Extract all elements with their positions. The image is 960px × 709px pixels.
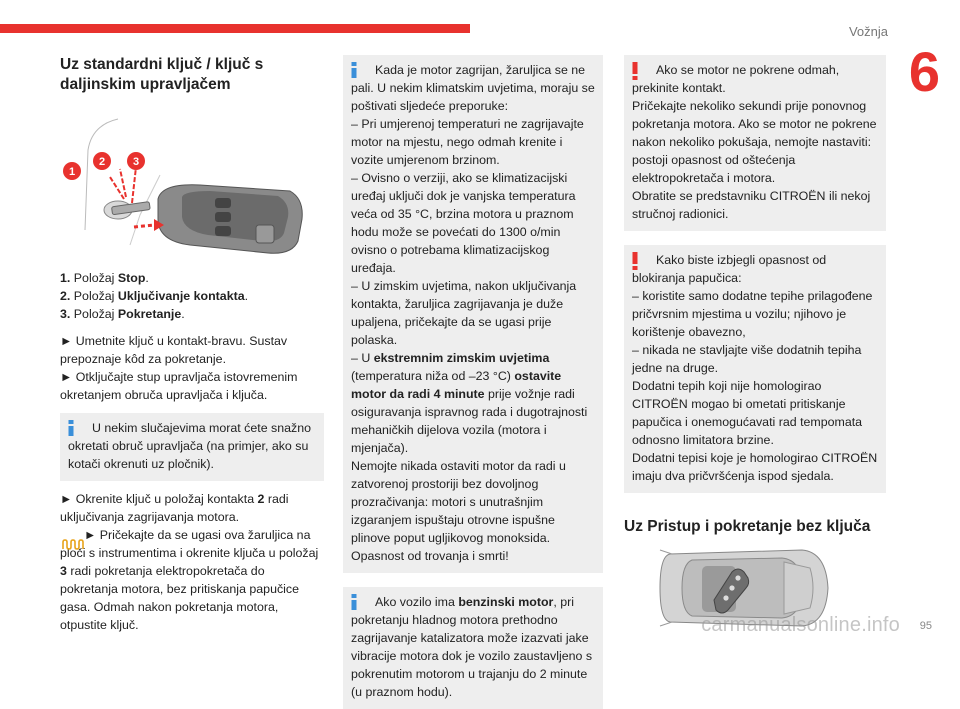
watermark: carmanualsonline.info bbox=[701, 614, 900, 636]
column-3 bbox=[624, 55, 886, 635]
step-start-engine: ► Pričekajte da se ugasi ova žaruljica na ploči s instrumentima i okrenite ključa u položaj 3 radi pokretanja elektropokretača do pokretanja motora, bez pritiskanja papučice gasa. Odmah nakon pokretanja motora, otpustite ključ. bbox=[60, 528, 319, 632]
step-unlock-steering: ► Otključajte stup upravljača istovremenim okretanjem obruča upravljača i ključa. bbox=[60, 370, 298, 402]
list-item: 3. Položaj Pokretanje. bbox=[60, 307, 185, 321]
top-accent-bar bbox=[0, 24, 470, 33]
warning-icon bbox=[632, 252, 638, 275]
step-insert-key: ► Umetnite ključ u kontakt-bravu. Sustav prepoznaje kôd za pokretanje. bbox=[60, 334, 288, 366]
preheating-coil-icon bbox=[62, 538, 84, 556]
page-number: 95 bbox=[919, 620, 932, 632]
info-icon bbox=[68, 420, 74, 441]
column-1 bbox=[60, 55, 324, 634]
info-icon bbox=[351, 594, 357, 615]
heading-standard-key: Uz standardni ključ / ključ s daljinskim upravljačem bbox=[60, 56, 264, 93]
warning-box-floor-mats: Kako biste izbjegli opasnost od blokiranja papučica: – koristite samo dodatne tepihe prilagođene pričvrsnim mjestima u vozilu; njihovo je korištenje obavezno, – nikada ne stavljajte više dodatnih tepiha jedne na druge. Dodatni tepih koji nije homologirao CITROËN mogao bi ometati pritiskanje papučica i onemogućavati rad tempomata odnosno limitatora brzine. Dodatni tepisi koje je homologirao CITROËN imaju dva pričvršćenja ispod sjedala. bbox=[624, 245, 886, 493]
info-icon bbox=[351, 62, 357, 83]
list-item: 1. Položaj Stop. bbox=[60, 271, 149, 285]
list-item: 2. Položaj Uključivanje kontakta. bbox=[60, 289, 249, 303]
chapter-number: 6 bbox=[908, 40, 940, 103]
remote-key-fob-icon bbox=[158, 185, 302, 253]
heading-keyless: Uz Pristup i pokretanje bez ključa bbox=[624, 518, 871, 535]
info-box-steering: U nekim slučajevima morat ćete snažno okretati obruč upravljača (na primjer, ako su kotači okrenuti uz pločnik). bbox=[60, 413, 324, 481]
info-box-petrol-engine: Ako vozilo ima benzinski motor, pri pokretanju hladnog motora prethodno zagrijavanje katalizatora može izazvati jake vibracije motora dok je vozilo zaustavljeno s pokrenutim motorom u trajanju do 2 minute (u praznom hodu). bbox=[343, 587, 603, 709]
callout-1: 1 bbox=[68, 166, 76, 178]
section-title: Vožnja bbox=[848, 24, 888, 39]
info-box-warm-engine: Kada je motor zagrijan, žaruljica se ne pali. U nekim klimatskim uvjetima, moraju se poštivati sljedeće preporuke: – Pri umjerenoj temperaturi ne zagrijavajte motor na mjestu, nego odmah krenite i vozite umjerenom brzinom. – Ovisno o verziji, ako se klimatizacijski uređaj uključi dok je vanjska temperatura veća od 35 °C, brzina motora u praznom hodu može se povećati do 1300 o/min ovisno o potrebama klimatizacijskog uređaja. – U zimskim uvjetima, nakon uključivanja kontakta, žaruljica zagrijavanja je duže upaljena, pričekajte da se ugasi prije polaska. – U ekstremnim zimskim uvjetima (temperatura niža od –23 °C) ostavite motor da radi 4 minute prije vožnje radi osiguravanja ispravnog rada i dugotrajnosti mehaničkih dijelova vozila (motora i mjenjača). Nemojte nikada ostaviti motor da radi u zatvorenoj prostoriji bez dovoljnog prozračivanja: motori s unutrašnjim izgaranjem ispuštaju otrovne ispušne plinove poput ugljikovog monoksida. Opasnost od trovanja i smrti! bbox=[343, 55, 603, 573]
warning-box-engine-start: Ako se motor ne pokrene odmah, prekinite kontakt. Pričekajte nekoliko sekundi prije ponovnog pokretanja motora. Ako se motor ne pokrene nakon nekoliko pokušaja, nemojte nastaviti: postoji opasnost od oštećenja elektropokretača i motora. Obratite se predstavniku CITROËN ili nekoj stručnoj radionici. bbox=[624, 55, 886, 231]
callout-2: 2 bbox=[98, 156, 106, 168]
ignition-lock-icon bbox=[104, 201, 150, 219]
warning-icon bbox=[632, 62, 638, 85]
step-preheat: ► Okrenite ključ u položaj kontakta 2 radi uključivanja zagrijavanja motora. bbox=[60, 492, 289, 524]
callout-3: 3 bbox=[132, 156, 140, 168]
ignition-key-illustration bbox=[60, 95, 310, 255]
column-2 bbox=[343, 55, 603, 709]
